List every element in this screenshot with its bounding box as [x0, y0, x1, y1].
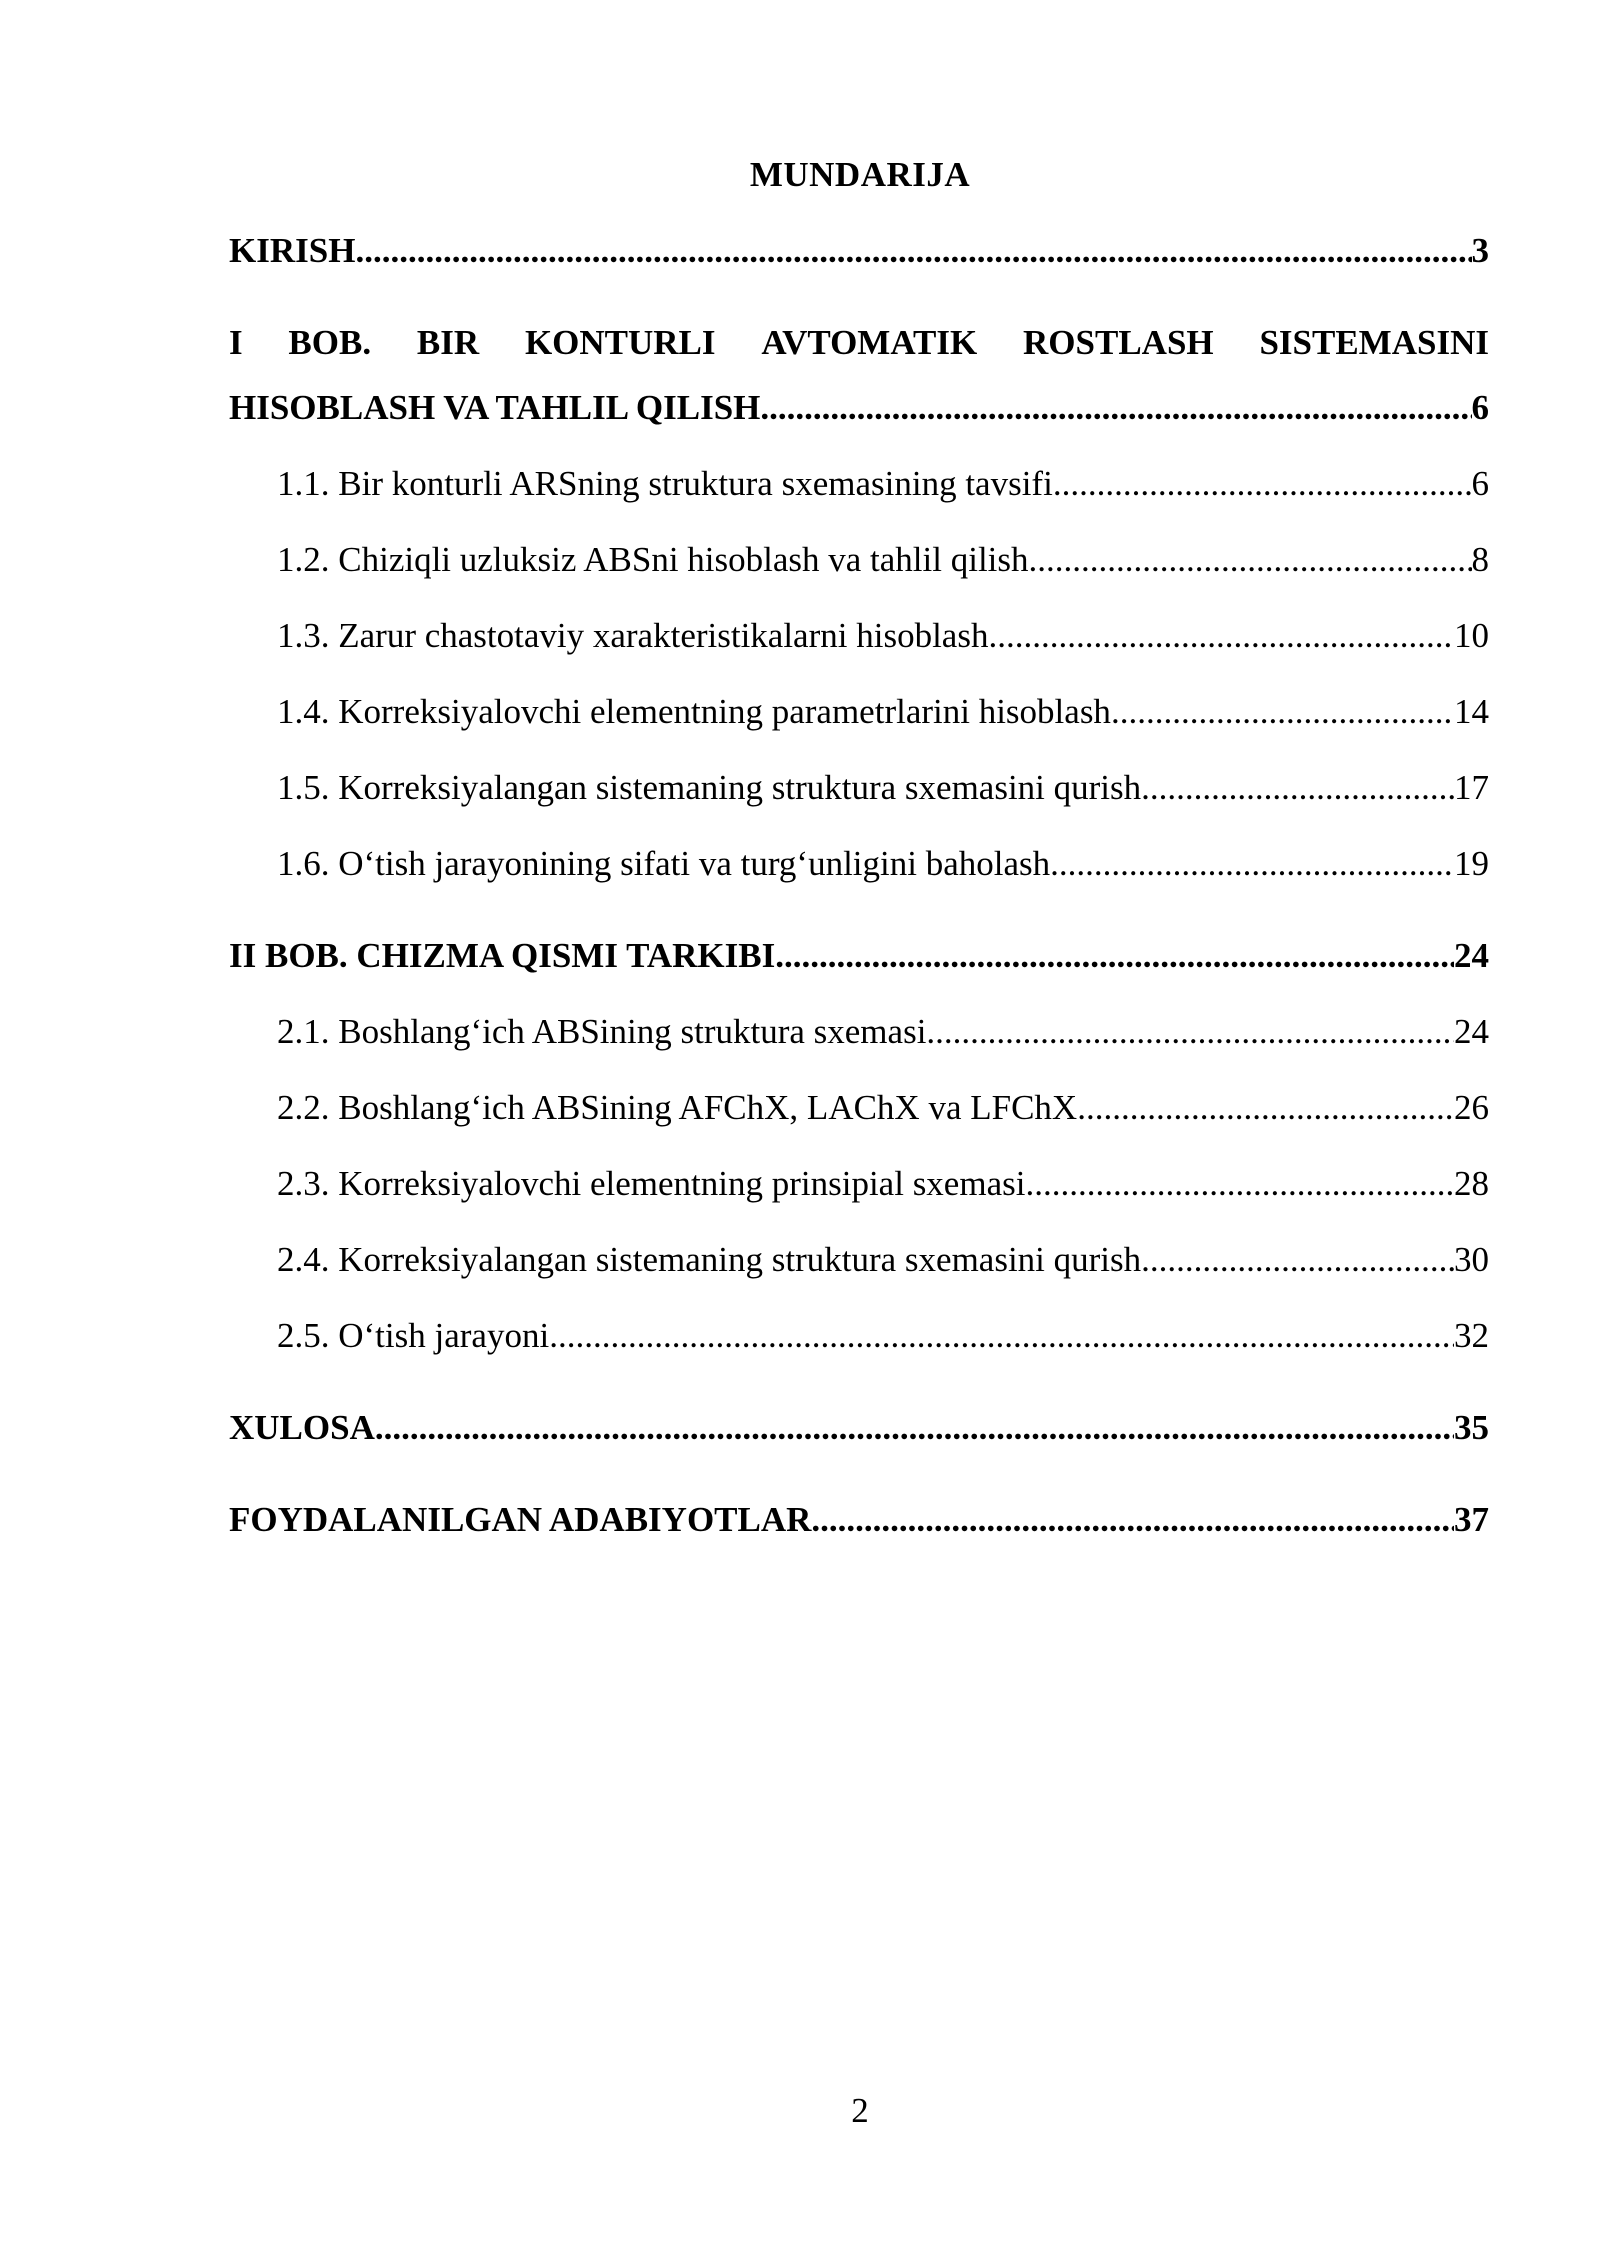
- toc-entry-1-2[interactable]: [277, 537, 1489, 583]
- toc-entry-label: FOYDALANILGAN ADABIYOTLAR: [229, 1500, 812, 1539]
- toc-entry-label: 2.3. Korreksiyalovchi elementning prinsipial sxemasi: [277, 1164, 1026, 1203]
- toc-entry-label: 2.5. O‘tish jarayoni: [277, 1316, 550, 1355]
- toc-entry-label: 1.4. Korreksiyalovchi elementning parametrlarini hisoblash: [277, 692, 1111, 731]
- toc-entry-2-5[interactable]: [277, 1313, 1489, 1359]
- dot-leader: [375, 1405, 1454, 1451]
- dot-leader: [1141, 1237, 1454, 1283]
- dot-leader: [355, 228, 1471, 274]
- page-number: 2: [851, 2091, 869, 2130]
- toc-entry-label: 1.2. Chiziqli uzluksiz ABSni hisoblash va tahlil qilish: [277, 540, 1029, 579]
- dot-leader: [760, 385, 1471, 431]
- toc-entry-xulosa[interactable]: [229, 1405, 1489, 1451]
- toc-entry-word: AVTOMATIK: [761, 323, 978, 362]
- dot-leader: [811, 1497, 1454, 1543]
- toc-entry-label: KIRISH: [229, 231, 356, 270]
- dot-leader: [1141, 765, 1454, 811]
- toc-page-number: 3: [1471, 231, 1489, 270]
- toc-page-number: 28: [1454, 1164, 1489, 1203]
- toc-entry-chapter-2[interactable]: [229, 933, 1489, 979]
- toc-page-number: 19: [1454, 844, 1489, 883]
- toc-entry-kirish[interactable]: [229, 228, 1489, 274]
- toc-entry-label: 2.2. Boshlang‘ich ABSining AFChX, LAChX va LFChX: [277, 1088, 1078, 1127]
- dot-leader: [549, 1313, 1454, 1359]
- toc-entry-2-1[interactable]: [277, 1009, 1489, 1055]
- toc-entry-word: ROSTLASH: [1023, 323, 1214, 362]
- dot-leader: [775, 933, 1454, 979]
- dot-leader: [1050, 841, 1454, 887]
- dot-leader: [1077, 1085, 1454, 1131]
- toc-entry-1-3[interactable]: [277, 613, 1489, 659]
- toc-entry-label: 1.5. Korreksiyalangan sistemaning struktura sxemasini qurish: [277, 768, 1142, 807]
- toc-page-number: 26: [1454, 1088, 1489, 1127]
- toc-entry-label-line-1: [229, 320, 1489, 366]
- toc-entry-label: 2.4. Korreksiyalangan sistemaning struktura sxemasini qurish: [277, 1240, 1142, 1279]
- dot-leader: [1029, 537, 1472, 583]
- toc-entry-label-line-2: HISOBLASH VA TAHLIL QILISH: [229, 388, 761, 427]
- toc-page-number: 6: [1471, 464, 1489, 503]
- toc-entry-word: KONTURLI: [524, 323, 716, 362]
- toc-entry-1-5[interactable]: [277, 765, 1489, 811]
- toc-entry-2-4[interactable]: [277, 1237, 1489, 1283]
- toc-entry-adabiyotlar[interactable]: [229, 1497, 1489, 1543]
- dot-leader: [1053, 461, 1472, 507]
- toc-entry-word: I: [229, 323, 243, 362]
- dot-leader: [1025, 1161, 1454, 1207]
- toc-entry-chapter-1[interactable]: [229, 320, 1489, 431]
- toc-page-number: 37: [1454, 1500, 1489, 1539]
- toc-entry-label: 1.6. O‘tish jarayonining sifati va turg‘unligini baholash: [277, 844, 1051, 883]
- toc-page-number: 6: [1471, 388, 1489, 427]
- toc-page-number: 14: [1454, 692, 1489, 731]
- toc-page-number: 24: [1454, 1012, 1489, 1051]
- toc-page-number: 32: [1454, 1316, 1489, 1355]
- toc-entry-2-3[interactable]: [277, 1161, 1489, 1207]
- toc-entry-2-2[interactable]: [277, 1085, 1489, 1131]
- toc-entry-word: SISTEMASINI: [1259, 323, 1489, 362]
- toc-page-number: 17: [1454, 768, 1489, 807]
- toc-page-number: 10: [1454, 616, 1489, 655]
- toc-entry-word: BOB.: [288, 323, 372, 362]
- toc-page-number: 35: [1454, 1408, 1489, 1447]
- toc-entry-label: 1.1. Bir konturli ARSning struktura sxemasining tavsifi: [277, 464, 1053, 503]
- toc-page-number: 30: [1454, 1240, 1489, 1279]
- toc-page-number: 8: [1471, 540, 1489, 579]
- toc-page-number: 24: [1454, 936, 1489, 975]
- toc-entry-label: II BOB. CHIZMA QISMI TARKIBI: [229, 936, 776, 975]
- dot-leader: [1111, 689, 1454, 735]
- dot-leader: [926, 1009, 1454, 1055]
- dot-leader: [988, 613, 1454, 659]
- toc-entry-label: 1.3. Zarur chastotaviy xarakteristikalarni hisoblash: [277, 616, 989, 655]
- toc-title: MUNDARIJA: [749, 155, 971, 194]
- toc-entry-1-6[interactable]: [277, 841, 1489, 887]
- toc-entry-word: BIR: [416, 323, 480, 362]
- toc-entry-1-4[interactable]: [277, 689, 1489, 735]
- toc-entry-1-1[interactable]: [277, 461, 1489, 507]
- toc-entry-label: 2.1. Boshlang‘ich ABSining struktura sxemasi: [277, 1012, 927, 1051]
- toc-entry-label: XULOSA: [229, 1408, 375, 1447]
